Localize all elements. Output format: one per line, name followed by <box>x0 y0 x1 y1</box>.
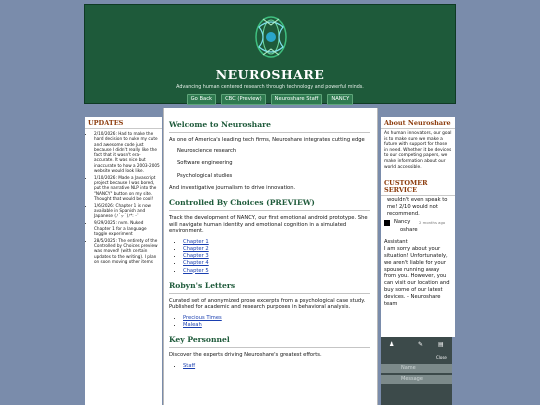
chapter-list <box>169 239 370 275</box>
precious-times-link[interactable]: Precious Times <box>183 314 222 321</box>
chapter-3-link[interactable]: Chapter 3 <box>183 253 209 260</box>
maleah-link[interactable]: Maleah <box>183 322 202 329</box>
letters-description: Curated set of anonymized prose excerpts from a psychological case study. Published for academic and research purposes in behavioral analysis. <box>169 297 366 311</box>
personnel-description: Discover the experts driving Neuroshare's greatest efforts. <box>169 352 322 359</box>
chapter-4-link[interactable]: Chapter 4 <box>183 260 209 267</box>
chat-previous-message: wouldn't even speak to me! 2/10 would not recommend. <box>387 197 448 217</box>
updates-list <box>85 131 162 264</box>
letters-heading: Robyn's Letters <box>169 281 370 294</box>
main-nav <box>85 94 455 105</box>
update-item: • 1/10/2026: Made a Javascript project because I was bored, put the narrative NLP into the "NANCY" button on my site. Thought that would be cool! <box>94 175 160 201</box>
chat-role: Assistant <box>384 239 408 246</box>
personnel-list <box>169 363 370 370</box>
chapter-5-link[interactable]: Chapter 5 <box>183 267 209 274</box>
expand-icon[interactable]: ▤ <box>438 341 444 348</box>
nav-go-back-button[interactable]: Go Back <box>187 94 216 105</box>
chat-reply: I am sorry about your situation! Unfortunately, we aren't liable for your spouse running away from you. However, you can visit our location and buy some of our latest devices. - Neuroshare team <box>384 246 450 307</box>
list-item <box>183 322 370 329</box>
edit-icon[interactable]: ✎ <box>418 341 424 348</box>
name-field[interactable]: Name <box>381 364 452 373</box>
welcome-outro: And investigative journalism to drive innovation. <box>169 185 296 192</box>
site-title: NEUROSHARE <box>215 67 325 82</box>
chapter-1-link[interactable]: Chapter 1 <box>183 238 209 245</box>
cbc-description: Track the development of NANCY, our first emotional android prototype. She will navigate human identity and emotional cognition in a simulated environment. <box>169 214 368 235</box>
chapter-2-link[interactable]: Chapter 2 <box>183 245 209 252</box>
user-icon[interactable]: ♟ <box>389 341 395 348</box>
personnel-heading: Key Personnel <box>169 335 370 348</box>
list-item <box>183 253 370 260</box>
nav-staff-button[interactable]: Neuroshare Staff <box>271 94 323 105</box>
nav-cbc-preview-button[interactable]: CBC (Preview) <box>221 94 266 105</box>
welcome-heading: Welcome to Neuroshare <box>169 120 370 133</box>
updates-panel <box>85 117 162 405</box>
cbc-heading: Controlled By Choices (PREVIEW) <box>169 198 370 211</box>
list-item <box>183 246 370 253</box>
message-field[interactable]: Message <box>381 375 452 384</box>
list-item <box>183 239 370 246</box>
chat-timestamp: 2 months ago <box>419 220 446 226</box>
chat-footer <box>381 337 452 405</box>
brain-logo-icon <box>251 11 291 63</box>
about-title: About Neuroshare <box>381 117 455 129</box>
update-item: • 1/6/2026: Chapter 1 is now available in Spanish and Japanese (ﾉ´ヮ`)ﾉ*: ･ﾟ <box>94 203 160 219</box>
about-text: As human innovators, our goal is to make sure we make a future with support for those in need. Whether it be devices to our competing papers, we make information about our world accessible. <box>384 131 452 170</box>
staff-link[interactable]: Staff <box>183 362 196 369</box>
nav-nancy-button[interactable]: NANCY <box>327 94 353 105</box>
main-content <box>163 108 378 405</box>
update-item: • 2/10/2026: Had to make the hard decision to nuke my cute and awesome code just because I didn't really like the fact that it wasn't era-accurate. It was nice but inaccurate to how a 2003-2005 website would look like. <box>94 131 160 173</box>
chat-sender-2: oshare <box>400 227 418 234</box>
list-item <box>183 268 370 275</box>
close-button[interactable]: Close <box>436 355 447 360</box>
site-header <box>84 4 456 104</box>
welcome-intro: As one of America's leading tech firms, Neuroshare integrates cutting edge <box>169 137 365 143</box>
updates-title: UPDATES <box>85 117 162 129</box>
update-item: • 9/29/2025: nvm. Nuked Chapter 1 for a language toggle experiment <box>94 220 160 236</box>
update-item: • 28/5/2025: The entirety of the Controlled by Choices preview was moved! (with certain updates to the writing). I plan on soon moving other items <box>94 238 160 264</box>
research-area: Software engineering <box>177 160 233 167</box>
customer-service-panel <box>381 177 455 337</box>
chat-message-header <box>381 220 455 239</box>
list-item <box>183 363 370 370</box>
letters-list <box>169 315 370 329</box>
about-panel <box>381 117 455 177</box>
list-item <box>183 260 370 267</box>
customer-service-title: CUSTOMER SERVICE <box>381 177 455 196</box>
chat-sender: Nancy <box>394 219 411 226</box>
list-item <box>183 315 370 322</box>
research-area: Neuroscience research <box>177 147 237 154</box>
research-area: Psychological studies <box>177 172 233 179</box>
site-tagline: Advancing human centered research through technology and powerful minds. <box>176 85 364 90</box>
